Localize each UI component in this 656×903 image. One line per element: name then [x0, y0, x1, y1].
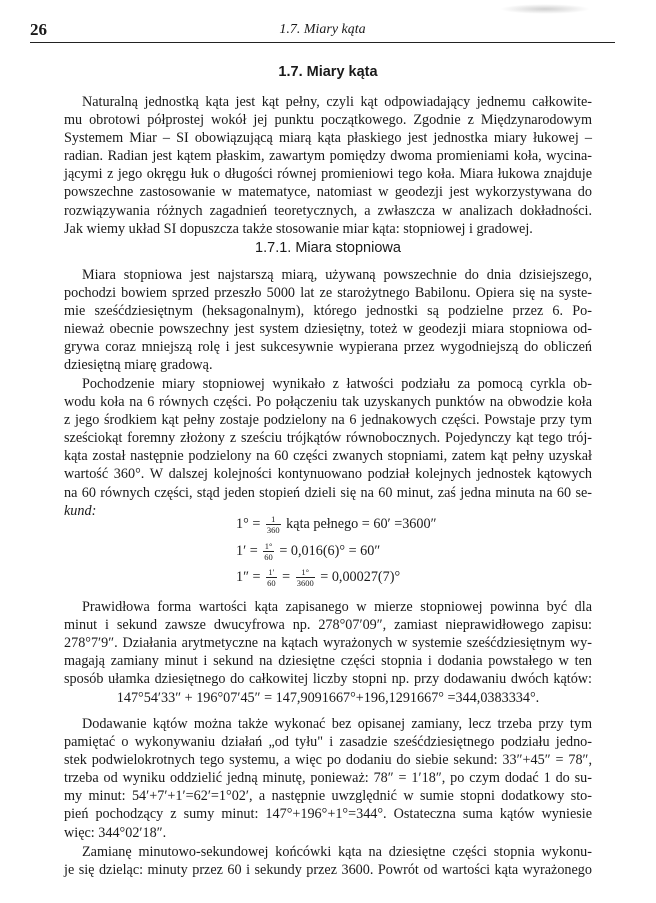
fraction-numerator: 1°: [264, 541, 273, 551]
fraction: [266, 514, 281, 535]
text-line: mie sześćdziesiętnym (heksagonalnym), którego jednostki są podzielne przez 6. Po-: [64, 303, 592, 320]
text-line: je się dzieląc: minuty przez 60 i sekundy przez 3600. Powrót od wartości kąta wyrażonego: [64, 862, 592, 879]
page-number: 26: [30, 20, 47, 39]
text-line: sześciokąt foremny złożony z sześciu trójkątów równobocznych. Pojedynczy kąt tego trój-: [64, 430, 592, 447]
fraction-numerator: 1°: [296, 567, 315, 578]
subsection-title: 1.7.1. Miara stopniowa: [255, 240, 401, 256]
text-line: radian. Radian jest kątem płaskim, zawartym pomiędzy dwoma promieniami koła, wycina-: [64, 148, 592, 165]
text-line: my minut: 54′+7′+1′=62′=1°02′, a następnie uwzględnić w sumie stopni dodatkowy sto-: [64, 788, 592, 805]
text-line: sposób ułamka dziesiętnego do całkowitej liczby stopni np. przy dodawaniu dwóch kątów:: [64, 671, 592, 688]
formula-second: [236, 567, 400, 588]
section-title: 1.7. Miary kąta: [278, 64, 378, 80]
text-line: Zamianę minutowo-sekundowej końcówki kąta na dziesiętne części stopnia wykonu-: [82, 844, 592, 860]
text-line: więc: 344°02′18″.: [64, 824, 167, 841]
fraction-denominator: 3600: [296, 578, 314, 588]
fraction-denominator: 60: [267, 578, 276, 588]
fraction-numerator: 1′: [266, 567, 277, 578]
formula-minute: [236, 541, 380, 562]
text-line: pochodzi bowiem sprzed przeszło 5000 lat ze starożytnego Babilonu. Opiera się na syste-: [64, 285, 592, 302]
paragraph-origin: [64, 375, 592, 520]
paragraph-notation: [64, 598, 592, 688]
text-line: mu obrotowi półprostej wokół jej punktu początkowego. Zgodnie z Międzynarodowym: [64, 112, 592, 129]
fraction-denominator: 360: [266, 525, 280, 535]
text-line: magają zamiany minut i sekund na dziesiętne części stopnia i dodania powstałego w ten: [64, 653, 592, 670]
formula-rhs: = 0,016(6)° = 60″: [279, 542, 381, 559]
paragraph-conversion: [64, 843, 592, 879]
fraction-denominator: 60: [264, 552, 273, 562]
text-line: stek podwielokrotnych tego systemu, a więc po dodaniu do siebie sekund: 33″+45″ = 78″,: [64, 752, 592, 769]
page-header: [30, 18, 615, 43]
paragraph-addition: [64, 715, 592, 842]
text-line: Jak wiemy układ SI dopuszcza także stosowanie miar kąta: stopniowej i gradowej.: [64, 220, 533, 237]
text-line: Miara stopniowa jest najstarszą miarą, używaną powszechnie do dnia dzisiejszego,: [82, 267, 592, 283]
formula-rhs: = 0,00027(7)°: [320, 568, 401, 585]
formula-degree: [236, 514, 436, 535]
text-line: Naturalną jednostką kąta jest kąt pełny, czyli kąt odpowiadający jednemu całkowite-: [82, 94, 592, 110]
text-line: wartość 360°. W dalszej kolejności kontynuowano podział kolejnych jednostek kątowych: [64, 466, 592, 483]
formula-lhs: 1′ =: [236, 542, 258, 559]
scan-artifact: [500, 4, 590, 14]
text-line: pamiętać o wykonywaniu działań „od tyłu" i zasadzie sześćdziesiętnego podziału jedno-: [64, 734, 592, 751]
sum-example: 147°54′33″ + 196°07′45″ = 147,9091667°+196,1291667° =344,0383334°.: [116, 690, 540, 706]
text-line: grywa coraz mniejszą rolę i jest sukcesywnie wypierana przez wygodniejszą do obliczeń: [64, 339, 592, 356]
running-title: 1.7. Miary kąta: [279, 22, 366, 37]
text-line: minut i sekund zawsze dwucyfrowa np. 278°07′09″, zamiast nieprawidłowego zapisu:: [64, 617, 592, 634]
text-line: na 60 równych części, stąd jeden stopień dzieli się na 60 minut, zaś jedna minuta na 60 se-: [64, 484, 592, 501]
formula-rhs: kąta pełnego = 60′ =3600″: [286, 515, 437, 532]
text-line: Dodawanie kątów można także wykonać bez opisanej zamiany, lecz trzeba przy tym: [82, 716, 592, 732]
paragraph-intro: [64, 93, 592, 238]
fraction: [266, 567, 277, 588]
paragraph-history: [64, 266, 592, 375]
text-line: Prawidłowa forma wartości kąta zapisanego w mierze stopniowej powinna być dla: [82, 599, 592, 615]
text-line: z jego środkiem kąt pełny zostaje podzielony na 6 jednakowych części. Powstaje przy tym: [64, 412, 592, 429]
text-line: 278°7′9″. Działania arytmetyczne na kątach wyrażonych w systemie sześćdziesiętnym wy-: [64, 635, 592, 652]
formula-lhs: 1″ =: [236, 568, 261, 585]
text-line: wodu koła na 6 równych części. Po połączeniu tak uzyskanych punktów na obwodzie koła: [64, 394, 592, 411]
text-line: Pochodzenie miary stopniowej wynikało z łatwości podziału za pomocą cyrkla ob-: [82, 376, 592, 392]
text-line: jącymi z jego okręgu łuk o długości równej promieniowi tego koła. Miara łukowa znajduje: [64, 166, 592, 183]
text-line: rozwiązywania różnych zagadnień teoretycznych, a zwłaszcza w analizach dokładności.: [64, 202, 592, 219]
text-line: trzeba od wyniku oddzielić jedną minutę, ponieważ: 78″ = 1′18″, po czym dodać 1 do su-: [64, 770, 592, 787]
fraction: [296, 567, 315, 588]
text-line: Systemem Miar – SI obowiązującą miarą kąta płaskiego jest jednostka miary łukowej –: [64, 130, 592, 147]
text-line: kund:: [64, 502, 97, 519]
formula-lhs: 1° =: [236, 515, 261, 532]
text-line: pień pochodzący z sumy minut: 147°+196°+1°=344°. Ostateczna suma kątów wyniesie: [64, 806, 592, 823]
text-line: dziesiętną miarę gradową.: [64, 357, 213, 374]
text-line: powszechne zastosowanie w matematyce, natomiast w geodezji jest wykorzystywana do: [64, 184, 592, 201]
fraction-numerator: 1: [266, 514, 281, 525]
formula-equals: =: [282, 568, 291, 585]
text-line: kąta został następnie podzielony na 60 części zwanych stopniami, zatem kąt pełny uzyskał: [64, 448, 592, 465]
text-line: nieważ obecnie powszechny jest system dziesiętny, toteż w geodezji miara stopniowa od-: [64, 321, 592, 338]
fraction: [263, 541, 274, 562]
